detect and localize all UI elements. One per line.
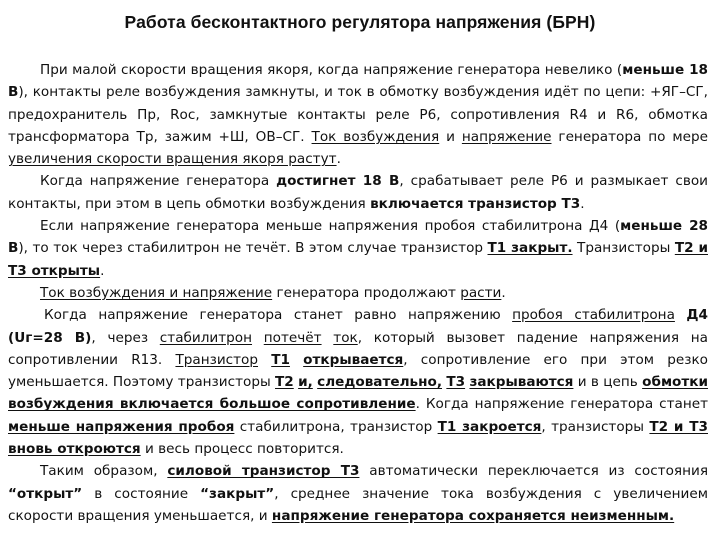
- bold-underlined-text: открывается: [303, 351, 404, 368]
- text: , транзисторы: [541, 418, 650, 435]
- paragraph-18v: [8, 170, 708, 215]
- text: , который вызовет падение напряжения на сопротивлении R13.: [8, 329, 708, 368]
- underlined-text: Ток возбуждения и напряжение: [40, 284, 273, 301]
- bold-underlined-text: обмотки возбуждения включается большое сопротивление: [8, 374, 709, 413]
- text: . Когда напряжение генератора станет: [415, 396, 708, 413]
- text: .: [580, 195, 585, 212]
- underlined-text: напряжение: [461, 128, 552, 145]
- text: Когда напряжение генератора: [40, 173, 277, 190]
- bold-text: меньше 28 В: [8, 218, 709, 257]
- underlined-text: стабилитрон: [159, 329, 253, 346]
- text: Транзисторы: [572, 240, 675, 257]
- text: .: [501, 284, 506, 301]
- text: , среднее значение тока возбуждения с увеличением скорости вращения уменьшается, и: [8, 485, 708, 524]
- underlined-text: Транзистор: [175, 351, 259, 368]
- bold-underlined-text: Т1 закроется: [437, 418, 542, 435]
- bold-underlined-text: Т2 и Т3 вновь откроются: [8, 418, 708, 458]
- underlined-text: ток: [333, 329, 358, 346]
- text: [322, 330, 334, 346]
- bold-text: “открыт”: [8, 485, 83, 502]
- text: [258, 352, 271, 368]
- text: , через: [91, 329, 160, 346]
- text: [675, 307, 687, 323]
- paragraph-keep-rising: [8, 282, 708, 304]
- bold-text: “закрыт”: [200, 485, 275, 502]
- paragraph-conclusion: [8, 460, 708, 527]
- paragraph-below-28v: [8, 215, 708, 282]
- text: Таким образом,: [40, 463, 168, 480]
- text: и в цепь: [573, 374, 643, 391]
- bold-underlined-text: Т2 и Т3 открыты: [8, 240, 708, 279]
- bold-text: меньше 18 В: [8, 62, 709, 101]
- bold-underlined-text: Т2: [275, 374, 294, 391]
- bold-underlined-text: следовательно,: [317, 374, 443, 391]
- bold-underlined-text: Т1: [271, 351, 290, 368]
- text: генератора продолжают: [272, 284, 461, 301]
- text: в состояние: [82, 485, 201, 502]
- text: , срабатывает реле Р6 и размыкает свои контакты, при этом в цепь обмотки возбуждения: [8, 173, 709, 212]
- text: .: [336, 151, 341, 168]
- text: и весь процесс повторится.: [140, 441, 344, 458]
- text: ), то ток через стабилитрон не течёт. В этом случае транзистор: [18, 240, 488, 257]
- paragraph-low-speed: [8, 59, 708, 170]
- underlined-text: потечёт: [263, 329, 322, 346]
- bold-underlined-text: силовой транзистор Т3: [167, 463, 360, 480]
- bold-underlined-text: меньше напряжения пробоя: [8, 418, 235, 435]
- paragraph-breakdown: [8, 304, 708, 460]
- bold-underlined-text: закрываются: [469, 374, 574, 391]
- body-text: [8, 59, 708, 527]
- text: .: [100, 262, 105, 279]
- text: стабилитрона, транзистор: [234, 418, 438, 435]
- text: Когда напряжение генератора станет равно напряжению: [44, 307, 513, 324]
- bold-text: достигнет 18 В: [276, 173, 400, 190]
- underlined-text: увеличения скорости вращения якоря растут: [8, 151, 337, 168]
- underlined-text: Ток возбуждения: [311, 128, 440, 145]
- text: и: [439, 128, 462, 145]
- bold-underlined-text: и,: [298, 374, 313, 391]
- text: [252, 330, 264, 346]
- text: автоматически переключается из состояния: [359, 463, 708, 480]
- text: Если напряжение генератора меньше напряжения пробоя стабилитрона Д4 (: [40, 218, 621, 235]
- underlined-text: пробоя стабилитрона: [512, 307, 675, 324]
- bold-underlined-text: Т3: [446, 374, 466, 391]
- text: , сопротивление его при этом резко уменьшается. Поэтому транзисторы: [8, 351, 708, 391]
- text: ), контакты реле возбуждения замкнуты, и ток в обмотку возбуждения идёт по цепи: +ЯГ–СГ, предохранитель Пр, Rос, замкнутые контакты реле Р6, сопротивления R4 и R6, обмотка трансформатора Тр, зажим +Ш, ОВ–СГ.: [8, 84, 708, 145]
- bold-text: Д4 (Uг=28 В): [8, 307, 708, 346]
- bold-text: включается транзистор Т3: [370, 195, 581, 212]
- text: генератора по мере: [551, 128, 708, 145]
- bold-underlined-text: напряжение генератора сохраняется неизменным.: [271, 507, 675, 524]
- text: [290, 352, 303, 368]
- page-title: Работа бесконтактного регулятора напряжения (БРН): [124, 12, 596, 32]
- underlined-text: расти: [460, 284, 502, 301]
- bold-underlined-text: Т1 закрыт.: [487, 240, 573, 257]
- text: При малой скорости вращения якоря, когда напряжение генератора невелико (: [40, 62, 623, 78]
